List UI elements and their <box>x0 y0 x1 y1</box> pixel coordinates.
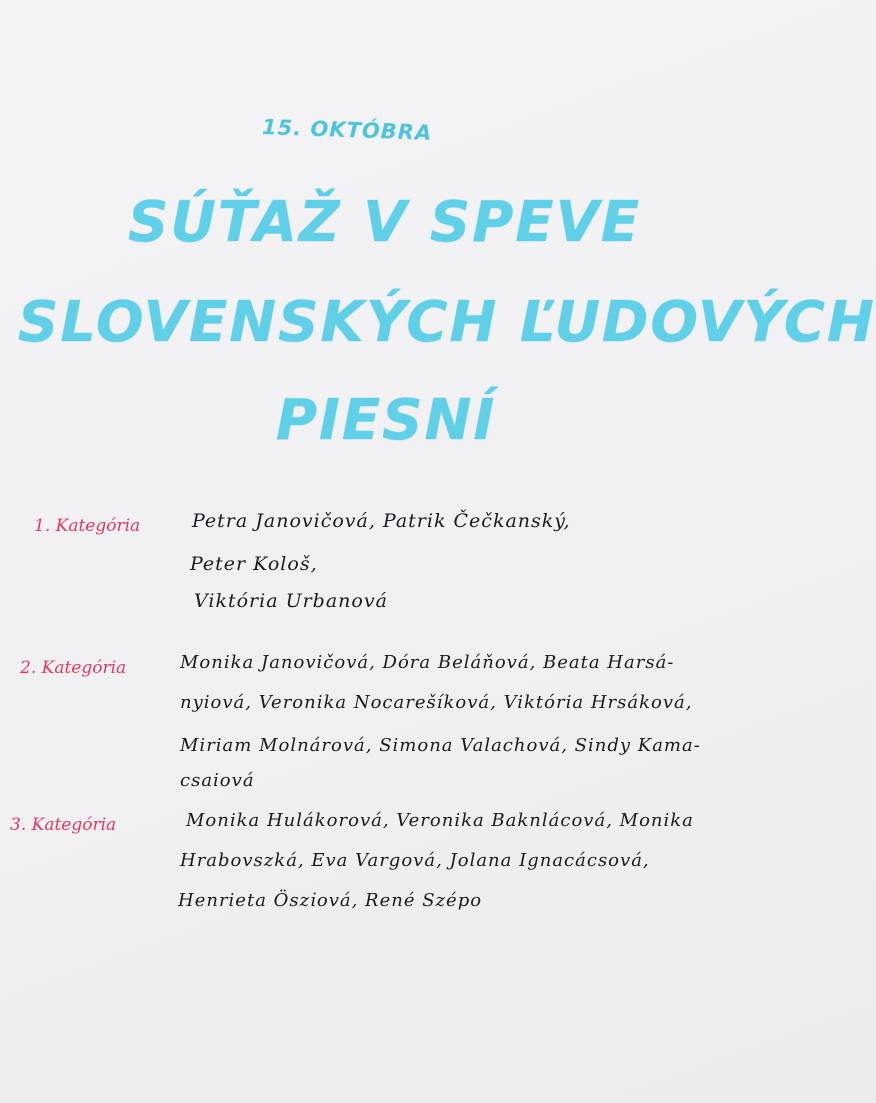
title-line-3: PIESNÍ <box>276 388 497 453</box>
event-date: 15. OKTÓBRA <box>261 115 433 145</box>
category-2-label: 2. Kategória <box>20 658 127 678</box>
category-1-names-line-1: Petra Janovičová, Patrik Čečkanský, <box>192 510 571 532</box>
category-2-names-line-4: csaiová <box>180 770 255 791</box>
category-2-names-line-1: Monika Janovičová, Dóra Beláňová, Beata Harsá- <box>180 652 675 673</box>
category-3-names-line-3: Henrieta Öszi̇ová, René Szépo <box>178 890 483 911</box>
title-line-1: SÚŤAŽ V SPEVE <box>128 190 642 255</box>
category-3-names-line-1: Monika Hulákorová, Veronika Baknlácová, Monika <box>186 810 694 831</box>
category-1-names-line-3: Viktória Urbanová <box>194 590 388 612</box>
category-3-names-line-2: Hrabovszká, Eva Vargová, Jolana Ignacácsová, <box>180 850 650 871</box>
category-1-label: 1. Kategória <box>34 516 141 536</box>
category-2-names-line-2: nyiová, Veronika Nocarešíková, Viktória Hrsáková, <box>180 692 693 713</box>
title-line-2: SLOVENSKÝCH ĽUDOVÝCH <box>18 290 876 355</box>
category-3-label: 3. Kategória <box>10 815 117 835</box>
category-1-names-line-2: Peter Kološ, <box>190 553 318 575</box>
category-2-names-line-3: Miriam Molnárová, Simona Valachová, Sindy Kama- <box>180 735 701 756</box>
